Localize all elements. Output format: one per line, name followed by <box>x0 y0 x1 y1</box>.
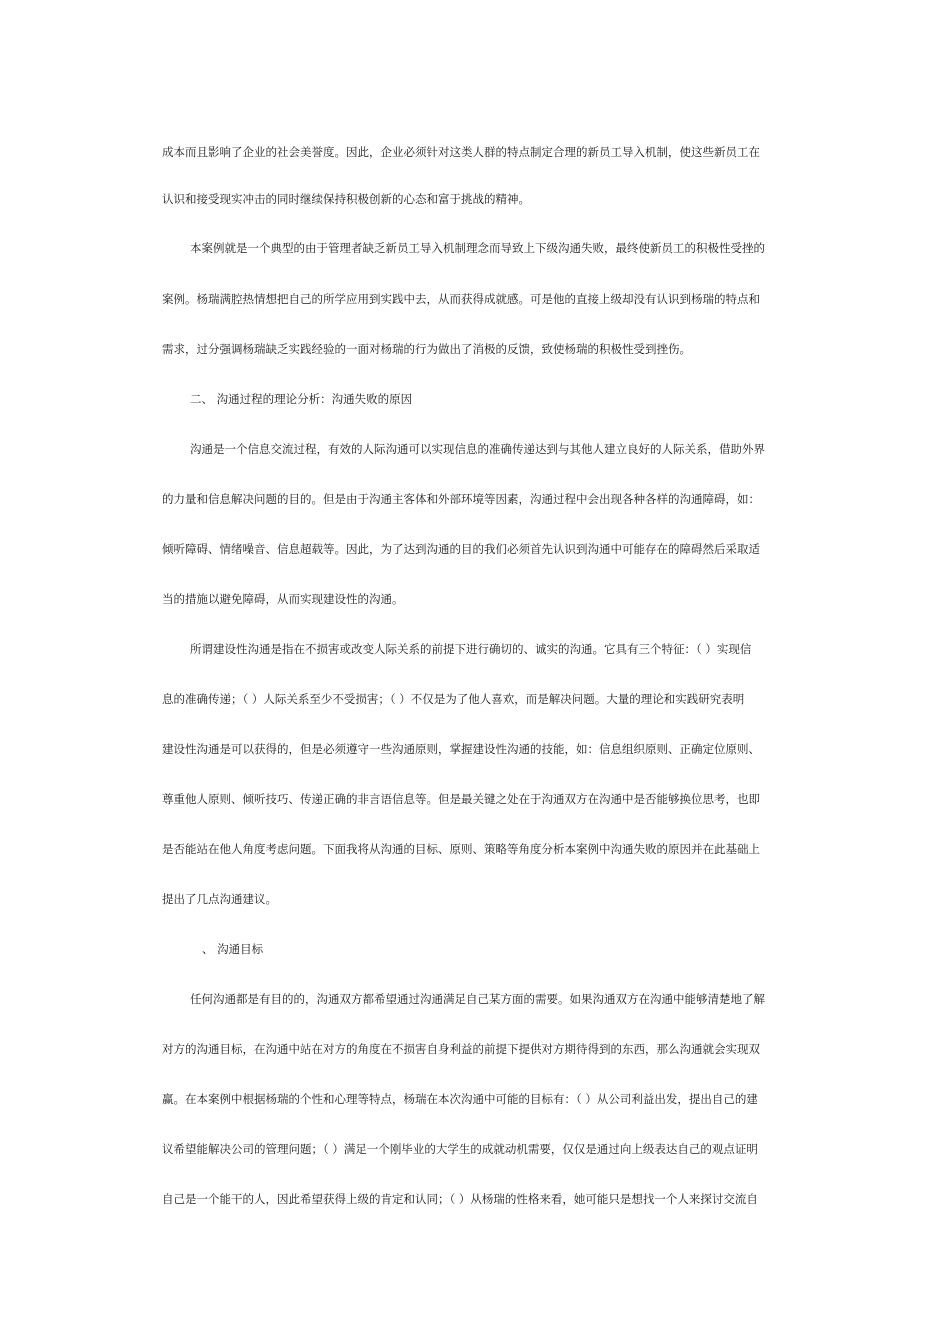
paragraph-line: 建设性沟通是可以获得的，但是必须遵守一些沟通原则，掌握建设性沟通的技能，如：信息组织原则、正确定位原则、 <box>162 742 760 756</box>
paragraph-line: 需求，过分强调杨瑞缺乏实践经验的一面对杨瑞的行为做出了消极的反馈，致使杨瑞的积极性受到挫伤。 <box>162 342 691 356</box>
subsection-heading: 、 沟通目标 <box>202 942 264 956</box>
paragraph-line: 息的准确传递；（ ）人际关系至少不受损害；（ ）不仅是为了他人喜欢，而是解决问题。大量的理论和实践研究表明 <box>162 692 745 706</box>
paragraph-line: 赢。在本案例中根据杨瑞的个性和心理等特点，杨瑞在本次沟通中可能的目标有：（ ）从公司利益出发，提出自己的建 <box>162 1092 758 1106</box>
paragraph-line: 成本而且影响了企业的社会美誉度。因此，企业必须针对这类人群的特点制定合理的新员工导入机制，使这些新员工在 <box>162 145 760 159</box>
section-heading: 二、 沟通过程的理论分析：沟通失败的原因 <box>190 392 413 406</box>
paragraph-line: 提出了几点沟通建议。 <box>162 892 277 906</box>
paragraph-line: 议希望能解决公司的管理问题；（ ）满足一个刚毕业的大学生的成就动机需要，仅仅是通过向上级表达自己的观点证明 <box>162 1142 758 1156</box>
paragraph-line: 尊重他人原则、倾听技巧、传递正确的非言语信息等。但是最关键之处在于沟通双方在沟通中是否能够换位思考，也即 <box>162 792 760 806</box>
paragraph-line: 任何沟通都是有目的的，沟通双方都希望通过沟通满足自己某方面的需要。如果沟通双方在沟通中能够清楚地了解 <box>190 992 765 1006</box>
paragraph-line: 沟通是一个信息交流过程，有效的人际沟通可以实现信息的准确传递达到与其他人建立良好的人际关系，借助外界 <box>190 442 765 456</box>
paragraph-line: 本案例就是一个典型的由于管理者缺乏新员工导入机制理念而导致上下级沟通失败，最终使新员工的积极性受挫的 <box>190 241 765 255</box>
paragraph-line: 所谓建设性沟通是指在不损害或改变人际关系的前提下进行确切的、诚实的沟通。它具有三个特征：（ ）实现信 <box>190 642 752 656</box>
paragraph-line: 案例。杨瑞满腔热情想把自己的所学应用到实践中去，从而获得成就感。可是他的直接上级却没有认识到杨瑞的特点和 <box>162 292 760 306</box>
paragraph-line: 倾听障碍、情绪噪音、信息超载等。因此，为了达到沟通的目的我们必须首先认识到沟通中可能存在的障碍然后采取适 <box>162 542 760 556</box>
paragraph-line: 的力量和信息解决问题的目的。但是由于沟通主客体和外部环境等因素，沟通过程中会出现各种各样的沟通障碍，如： <box>162 492 760 506</box>
paragraph-line: 对方的沟通目标，在沟通中站在对方的角度在不损害自身利益的前提下提供对方期待得到的东西，那么沟通就会实现双 <box>162 1042 760 1056</box>
paragraph-line: 自己是一个能干的人，因此希望获得上级的肯定和认同；（ ）从杨瑞的性格来看，她可能只是想找一个人来探讨交流自 <box>162 1192 758 1206</box>
paragraph-line: 是否能站在他人角度考虑问题。下面我将从沟通的目标、原则、策略等角度分析本案例中沟通失败的原因并在此基础上 <box>162 842 760 856</box>
paragraph-line: 认识和接受现实冲击的同时继续保持积极创新的心态和富于挑战的精神。 <box>162 192 530 206</box>
paragraph-line: 当的措施以避免障碍，从而实现建设性的沟通。 <box>162 592 404 606</box>
